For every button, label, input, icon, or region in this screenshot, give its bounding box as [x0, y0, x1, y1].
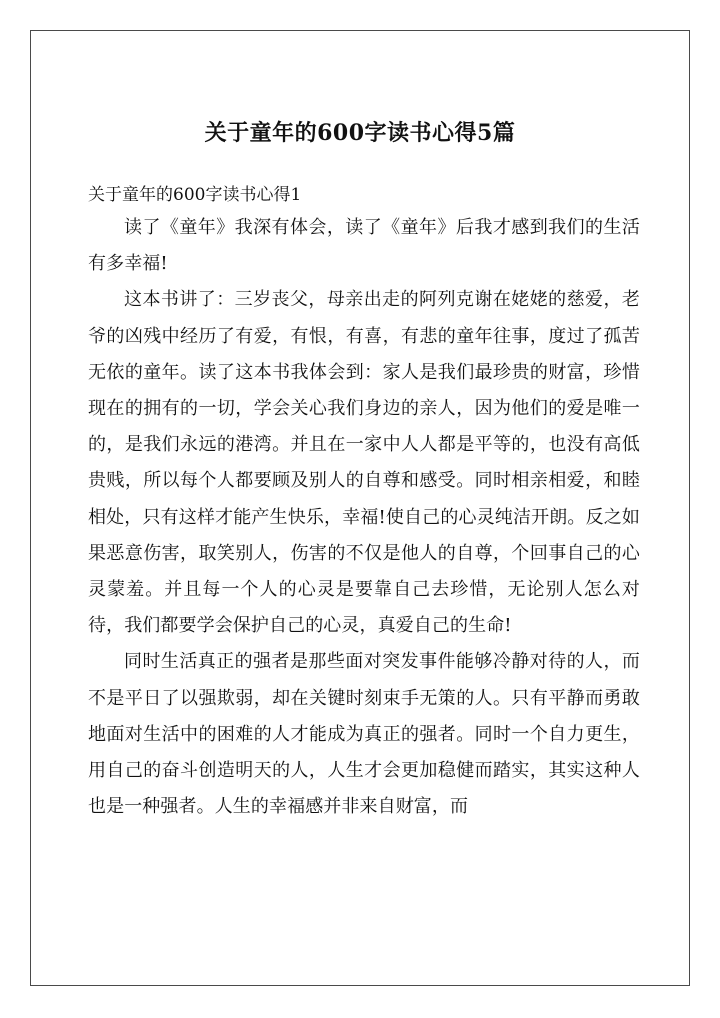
paragraph: 这本书讲了：三岁丧父，母亲出走的阿列克谢在姥姥的慈爱，老爷的凶残中经历了有爱，有恨，有喜，有悲的童年往事，度过了孤苦无依的童年。读了这本书我体会到：家人是我们最珍贵的财富，珍惜现在的拥有的一切，学会关心我们身边的亲人，因为他们的爱是唯一的，是我们永远的港湾。并且在一家中人人都是平等的，也没有高低贵贱，所以每个人都要顾及别人的自尊和感受。同时相亲相爱，和睦相处，只有这样才能产生快乐，幸福!使自己的心灵纯洁开朗。反之如果恶意伤害，取笑别人，伤害的不仅是他人的自尊，个回事自己的心灵蒙羞。并且每一个人的心灵是要靠自己去珍惜，无论别人怎么对待，我们都要学会保护自己的心灵，真爱自己的生命! — [88, 289, 640, 637]
paragraph: 读了《童年》我深有体会，读了《童年》后我才感到我们的生活有多幸福! — [88, 217, 640, 275]
document-title: 关于童年的600字读书心得5篇 — [204, 120, 516, 146]
document-body — [88, 210, 640, 825]
section-heading: 关于童年的600字读书心得1 — [88, 185, 302, 205]
paragraph: 同时生活真正的强者是那些面对突发事件能够冷静对待的人，而不是平日了以强欺弱，却在关键时刻束手无策的人。只有平静而勇敢地面对生活中的困难的人才能成为真正的强者。同时一个自力更生，用自己的奋斗创造明天的人，人生才会更加稳健而踏实，其实这种人也是一种强者。人生的幸福感并非来自财富，而 — [88, 651, 640, 818]
